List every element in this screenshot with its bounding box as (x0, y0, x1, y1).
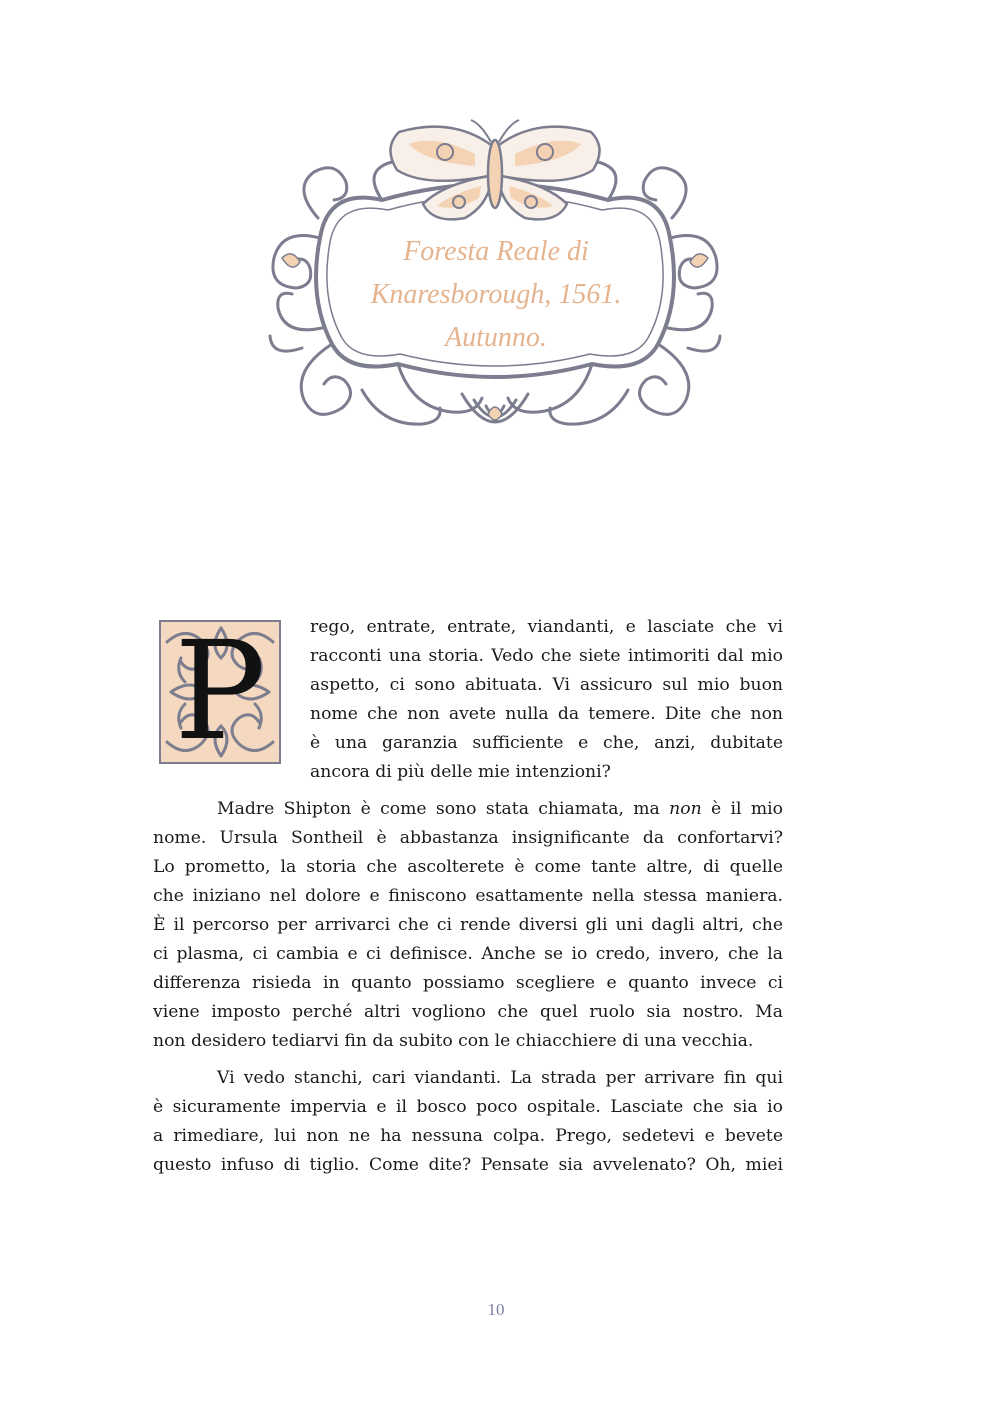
heading-line-1: Foresta Reale di (403, 236, 589, 267)
text-line: aspetto, ci sono abituata. Vi assicuro sul mio buon (310, 675, 783, 695)
text-line: è sicuramente impervia e il bosco poco ospitale. Lasciate che sia io (153, 1097, 783, 1117)
text-line: Lo prometto, la storia che ascolterete è come tante altre, di quelle (153, 857, 783, 877)
drop-cap-letter: P (174, 620, 266, 764)
heading-line-2: Knaresborough, 1561. (370, 279, 622, 310)
page-number: 10 (487, 1300, 505, 1319)
text-line: nome che non avete nulla da temere. Dite che non (310, 704, 783, 724)
text-line: È il percorso per arrivarci che ci rende diversi gli uni dagli altri, che (153, 915, 783, 935)
text-line: Vi vedo stanchi, cari viandanti. La strada per arrivare fin qui (217, 1068, 783, 1088)
text-line-with-emphasis (153, 795, 783, 824)
text-line: a rimediare, lui non ne ha nessuna colpa. Prego, sedetevi e bevete (153, 1126, 783, 1146)
text-line: viene imposto perché altri vogliono che quel ruolo sia nostro. Ma (153, 1002, 783, 1022)
text-line: questo infuso di tiglio. Come dite? Pensate sia avvelenato? Oh, miei (153, 1155, 783, 1175)
text-run: Madre Shipton è come sono stata chiamata, ma (217, 799, 670, 819)
heading-line-3: Autunno. (445, 322, 547, 353)
body-text (153, 613, 783, 1180)
text-line: ci plasma, ci cambia e ci definisce. Anche se io credo, invero, che la (153, 944, 783, 964)
emphasis-text: non (669, 799, 702, 819)
text-line: racconti una storia. Vedo che siete intimoriti dal mio (310, 646, 783, 666)
moth-icon (390, 120, 599, 219)
text-line: differenza risieda in quanto possiamo scegliere e quanto invece ci (153, 973, 783, 993)
text-line: nome. Ursula Sontheil è abbastanza insignificante da confortarvi? (153, 828, 783, 848)
text-line: non desidero tediarvi fin da subito con le chiacchiere di una vecchia. (153, 1031, 754, 1051)
text-line: ancora di più delle mie intenzioni? (310, 762, 611, 782)
text-line: è una garanzia sufficiente e che, anzi, dubitate (310, 733, 783, 753)
text-line: che iniziano nel dolore e finiscono esattamente nella stessa maniera. (153, 886, 783, 906)
text-line: rego, entrate, entrate, viandanti, e lasciate che vi (310, 617, 783, 637)
chapter-heading (340, 230, 652, 359)
text-run: è il mio (701, 799, 784, 819)
